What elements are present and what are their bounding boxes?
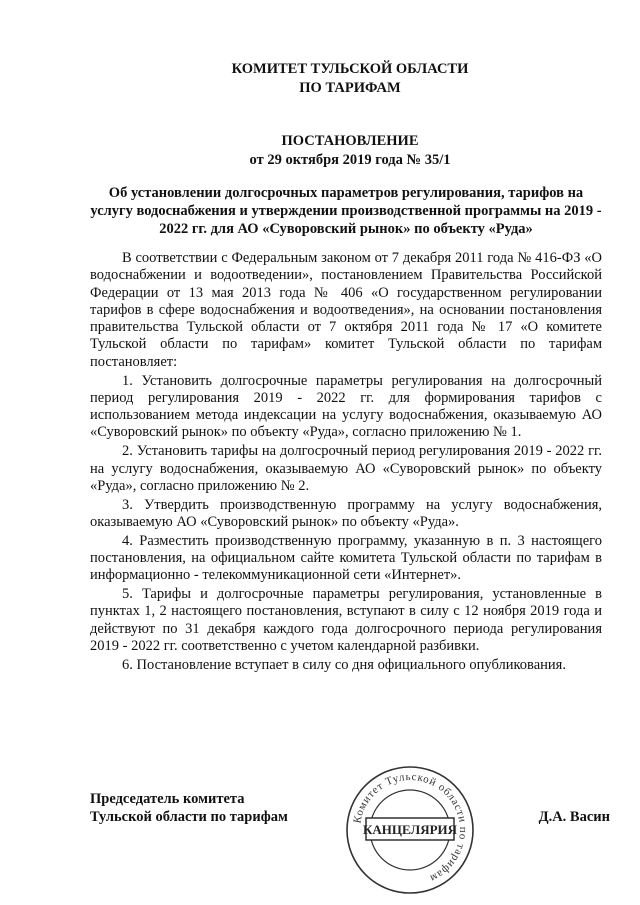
signatory-position-line2: Тульской области по тарифам [90, 809, 288, 825]
clause-4: 4. Разместить производственную программу, указанную в п. 3 настоящего постановления, на официальном сайте комитета Тульской области по тарифам в информационно - телекоммуникационной сети «Интернет». [90, 532, 602, 584]
signatory-position [90, 790, 288, 826]
preamble-paragraph: В соответствии с Федеральным законом от 7 декабря 2011 года № 416-ФЗ «О водоснабжении и водоотведении», постановлением Правительства Российской Федерации от 13 мая 2013 года № 406 «О государственном регулировании тарифов в сфере водоснабжения и водоотведения», на основании постановления правительства Тульской области от 7 октября 2011 года № 17 «О комитете Тульской области по тарифам» комитет Тульской области по тарифам постановляет: [90, 250, 602, 370]
clause-2: 2. Установить тарифы на долгосрочный период регулирования 2019 - 2022 гг. на услугу водоснабжения, оказываемую АО «Суворовский рынок» по объекту «Руда», согласно приложению № 2. [90, 443, 602, 494]
document-title-block [0, 132, 640, 170]
clause-6: 6. Постановление вступает в силу со дня официального опубликования. [122, 656, 566, 673]
clause-1: 1. Установить долгосрочные параметры регулирования на долгосрочный период регулирования 2019 - 2022 гг. для формирования тарифов с использованием метода индексации на услугу водоснабжения, оказываемую АО «Суворовский рынок» по объекту «Руда», согласно приложению № 1. [90, 372, 602, 441]
document-type: ПОСТАНОВЛЕНИЕ [281, 133, 419, 149]
clause-5: 5. Тарифы и долгосрочные параметры регулирования, установленные в пунктах 1, 2 настоящего постановления, вступают в силу с 12 ноября 2019 года и действуют по 31 декабря каждого года долгосрочного периода регулирования 2019 - 2022 гг. соответственно с учетом календарной разбивки. [90, 586, 602, 655]
signatory-position-line1: Председатель комитета [90, 791, 245, 807]
document-subject: Об установлении долгосрочных параметров регулирования, тарифов на услугу водоснабжения и утверждении производственной программы на 2019 - 2022 гг. для АО «Суворовский рынок» по объекту «Руда» [90, 185, 602, 237]
stamp-seal-graphic [344, 764, 476, 896]
office-stamp [344, 764, 476, 896]
document-date-number: от 29 октября 2019 года № 35/1 [249, 152, 451, 168]
org-name-line1: КОМИТЕТ ТУЛЬСКОЙ ОБЛАСТИ [231, 61, 469, 77]
svg-text:КАНЦЕЛЯРИЯ: КАНЦЕЛЯРИЯ [362, 822, 458, 837]
document-body [90, 250, 602, 676]
org-name-line2: ПО ТАРИФАМ [299, 80, 401, 96]
clause-3: 3. Утвердить производственную программу на услугу водоснабжения, оказываемую АО «Суворовский рынок» по объекту «Руда». [90, 496, 602, 530]
document-header [0, 60, 640, 98]
signatory-name: Д.А. Васин [538, 809, 610, 825]
svg-text:Комитет Тульской области по та: Комитет Тульской области по тарифам [351, 770, 470, 885]
